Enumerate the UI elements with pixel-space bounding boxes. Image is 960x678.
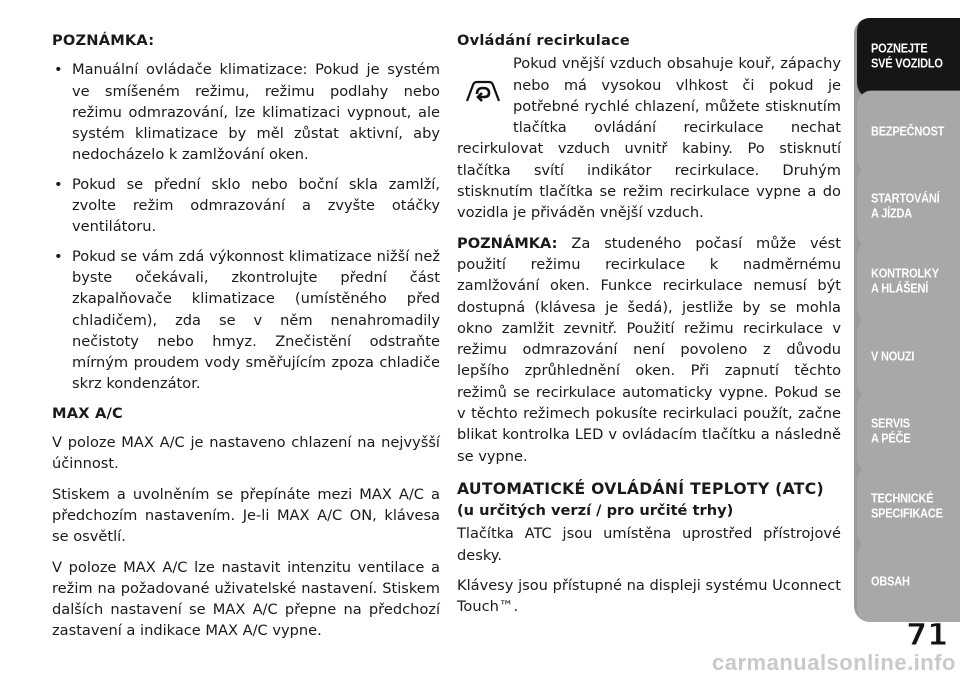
tab-label: SERVIS (871, 417, 910, 431)
note-paragraph (457, 233, 841, 467)
maxac-title: MAX A/C (52, 404, 123, 422)
tab-label: TECHNICKÉ (871, 492, 934, 506)
note-title: POZNÁMKA: (52, 32, 155, 49)
right-column (457, 30, 841, 626)
bullet-item: • Pokud se vám zdá výkonnost klimatizace nižší než byste očekávali, zkontrolujte přední část zkapalňovače klimatizace (umístěného před chladičem), zda se v něm nenahromadily nečistoty nebo hmyz. Znečistění odstraňte mírným proudem vody směřujícím zpoza chladiče skrz kondenzátor. (52, 246, 440, 395)
tab-label: KONTROLKY (871, 267, 939, 281)
paragraph: Klávesy jsou přístupné na displeji systému Uconnect Touch™. (457, 576, 841, 616)
paragraph: Tlačítka ATC jsou umístěna uprostřed přístrojové desky. (457, 525, 841, 564)
tab-label: A JÍZDA (871, 207, 912, 221)
recirc-text: Pokud vnější vzduch obsahuje kouř, zápachy nebo má vysokou vlhkost či pokud je potřebné rychlé chlazení, můžete stisknutím tlačítka ovládání recirkulace nechat recirkulovat vzduch uvnitř kabiny. Po stisknutí tlačítka svítí indikátor recirkulace. Druhým stisknutím tlačítka se režim recirkulace vypne a do vozidla je přiváděn vnější vzduch. (457, 55, 841, 222)
note-text: Za studeného počasí může vést použití režimu recirkulace k nadměrnému zamlžování oken. Funkce recirkulace nemusí být dostupná (klávesa je šedá), jestliže by se mohla okno zamlžit zevnitř. Použití režimu recirkulace v režimu odmrazování není povoleno z důvodu lepšího zprůhlednění oken. Při zapnutí těchto režimů se recirkulace automaticky vypne. Pokud se v těchto režimech pokusíte recirkulaci použít, začne blikat kontrolka LED v ovládacím tlačítku a následně se vypne. (457, 234, 841, 465)
paragraph: V poloze MAX A/C lze nastavit intenzitu ventilace a režim na požadované uživatelské nastavení. Stiskem dalších nastavení se MAX A/C přepne na předchozí zastavení a indikace MAX A/C vypne. (52, 558, 440, 640)
tab-label: V NOUZI (871, 349, 915, 364)
tab-bezpecnost[interactable] (857, 91, 960, 174)
tab-v-nouzi[interactable] (857, 316, 960, 399)
bullet-item: • Pokud se přední sklo nebo boční skla zamlží, zvolte režim odmrazování a zvyšte otáčky ventilátoru. (52, 174, 440, 238)
note-bullets (52, 59, 440, 394)
atc-title: AUTOMATICKÉ OVLÁDÁNÍ TEPLOTY (ATC) (457, 479, 824, 498)
chapter-sidebar (854, 18, 960, 622)
tab-label: OBSAH (871, 574, 910, 589)
atc-subtitle: (u určitých verzí / pro určité trhy) (457, 501, 734, 519)
left-column (52, 30, 440, 651)
tab-label: POZNEJTE (871, 42, 928, 56)
tab-servis[interactable] (857, 391, 960, 474)
tab-label: BEZPEČNOST (871, 124, 945, 139)
recirc-title: Ovládání recirkulace (457, 32, 630, 49)
tab-kontrolky[interactable] (857, 241, 960, 324)
note-label: POZNÁMKA: (457, 234, 558, 252)
tab-poznejte[interactable] (857, 18, 960, 98)
tab-label: SPECIFIKACE (871, 507, 943, 521)
tab-obsah[interactable] (857, 541, 960, 622)
page-number: 71 (906, 618, 948, 653)
watermark: carmanualsonline.info (712, 650, 956, 675)
recirc-section (457, 53, 841, 232)
tab-technicke[interactable] (857, 466, 960, 549)
tab-startovani[interactable] (857, 166, 960, 249)
tab-label: STARTOVÁNÍ (871, 192, 940, 206)
tab-label: SVÉ VOZIDLO (871, 57, 943, 71)
paragraph: V poloze MAX A/C je nastaveno chlazení na nejvyšší účinnost. (52, 434, 440, 473)
recirculation-icon (457, 53, 509, 129)
tab-label: A PÉČE (871, 432, 911, 446)
bullet-item: • Manuální ovládače klimatizace: Pokud je systém ve smíšeném režimu, režimu podlahy nebo režimu odmrazování, lze klimatizaci vypnout, ale systém klimatizace by měl zůstat aktivní, aby nedocházelo k zamlžování oken. (52, 59, 440, 165)
paragraph: Stiskem a uvolněním se přepínáte mezi MAX A/C a předchozím nastavením. Je-li MAX A/C ON, klávesa se osvětlí. (52, 485, 440, 546)
tab-label: A HLÁŠENÍ (871, 282, 929, 296)
